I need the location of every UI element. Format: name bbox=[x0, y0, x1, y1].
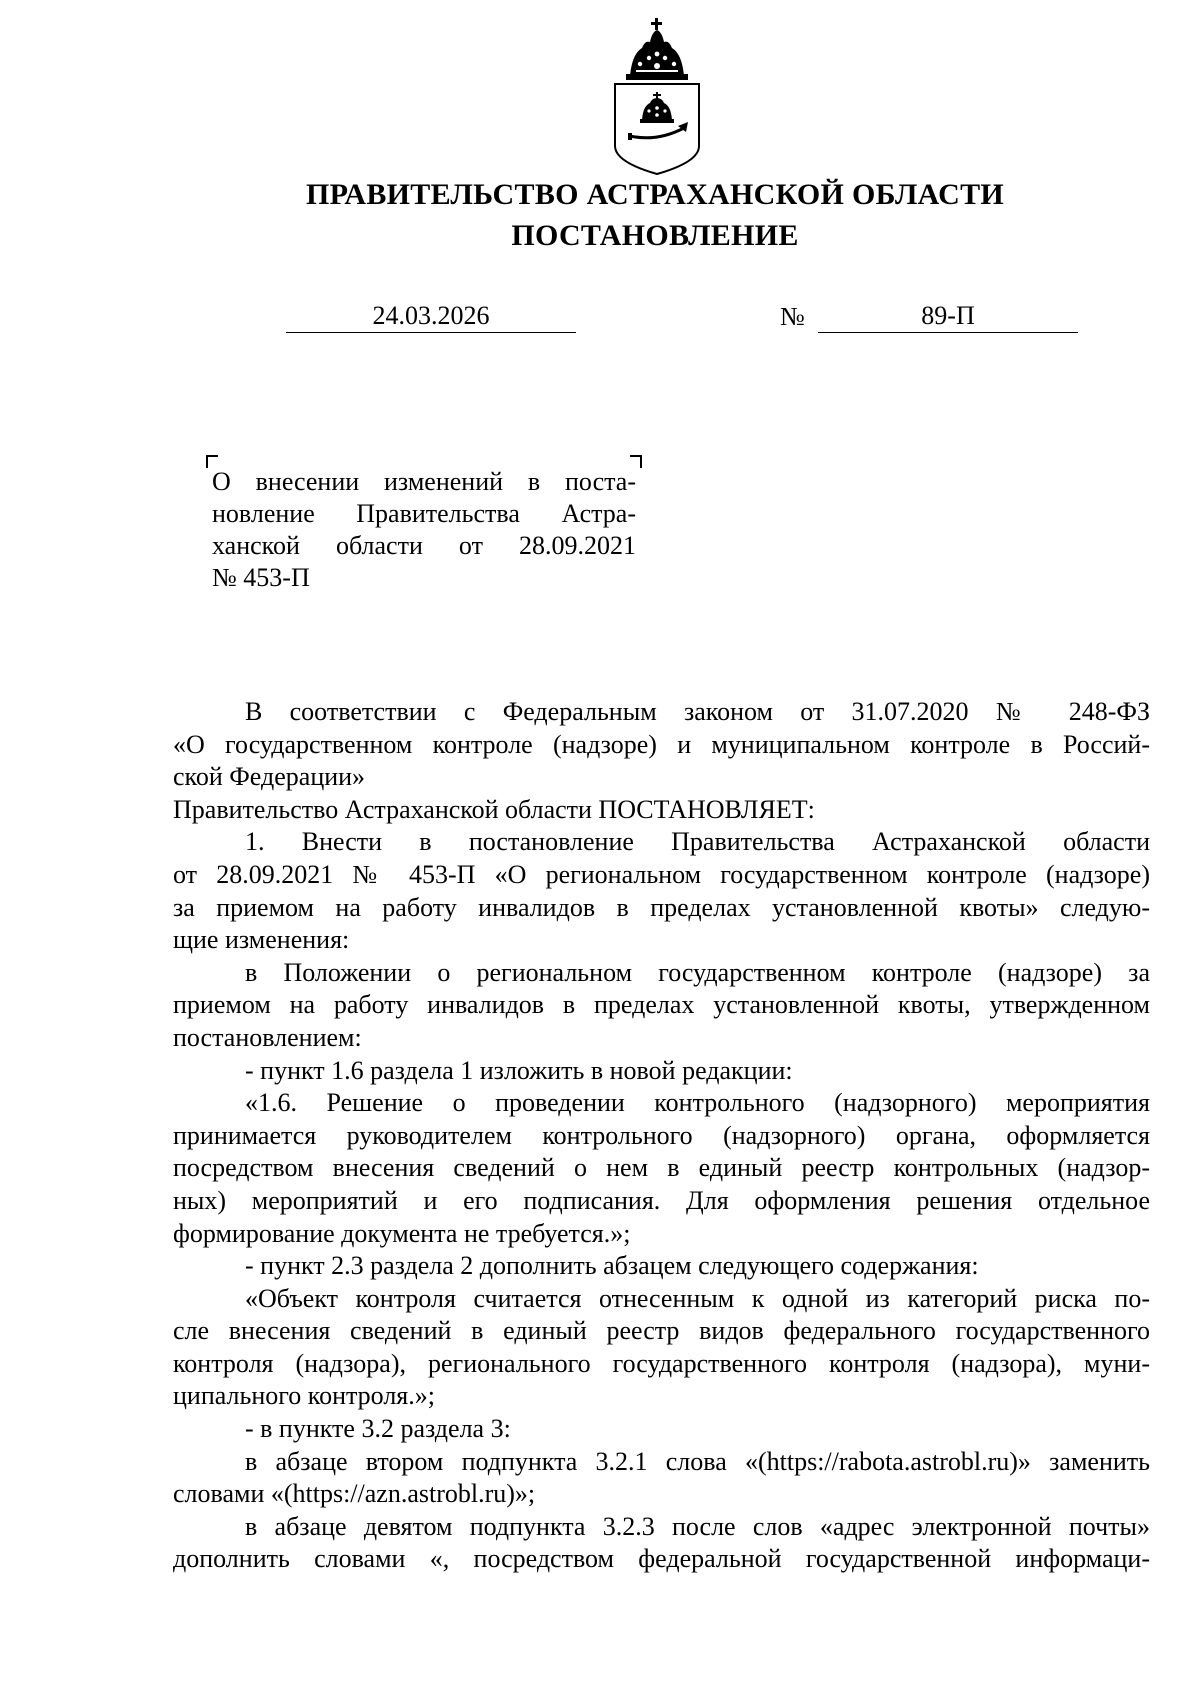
document-date: 24.03.2026 bbox=[286, 300, 576, 333]
coat-of-arms-icon bbox=[612, 18, 702, 176]
subject-line: О внесении изменений в поста- bbox=[212, 467, 636, 496]
body-line: ской Федерации» bbox=[173, 762, 366, 792]
body-line: дополнить словами «, посредством федеральной государственной информаци- bbox=[173, 1544, 1150, 1574]
body-line: в абзаце втором подпункта 3.2.1 слова «(https://rabota.astrobl.ru)» заменить bbox=[245, 1446, 1150, 1476]
body-line: В соответствии с Федеральным законом от 31.07.2020 № 248-ФЗ bbox=[245, 697, 1150, 726]
document-type: ПОСТАНОВЛЕНИЕ bbox=[511, 219, 799, 252]
organization-title: ПРАВИТЕЛЬСТВО АСТРАХАНСКОЙ ОБЛАСТИ bbox=[305, 178, 1005, 211]
body-line: формирование документа не требуется.»; bbox=[173, 1218, 631, 1248]
body-line: - в пункте 3.2 раздела 3: bbox=[245, 1414, 511, 1444]
subject-line: новление Правительства Астра- bbox=[212, 499, 636, 528]
body-line: контроля (надзора), регионального государственного контроля (надзора), муни- bbox=[173, 1348, 1150, 1378]
body-line: за приемом на работу инвалидов в пределах установленной квоты» следую- bbox=[173, 892, 1150, 922]
body-line: посредством внесения сведений о нем в единый реестр контрольных (надзор- bbox=[173, 1153, 1150, 1183]
body-line: «1.6. Решение о проведении контрольного (надзорного) мероприятия bbox=[245, 1088, 1150, 1118]
body-line: постановлением: bbox=[173, 1022, 362, 1052]
number-sign: № bbox=[780, 302, 805, 331]
body-line: словами «(https://azn.astrobl.ru)»; bbox=[173, 1479, 536, 1509]
document-subject bbox=[212, 466, 636, 594]
body-line: - пункт 2.3 раздела 2 дополнить абзацем следующего содержания: bbox=[245, 1251, 979, 1281]
body-line: сле внесения сведений в единый реестр видов федерального государственного bbox=[173, 1316, 1150, 1346]
body-line: приемом на работу инвалидов в пределах установленной квоты, утвержденном bbox=[173, 990, 1150, 1020]
body-line: принимается руководителем контрольного (надзорного) органа, оформляется bbox=[173, 1120, 1150, 1150]
body-line: «О государственном контроле (надзоре) и муниципальном контроле в Россий- bbox=[173, 729, 1150, 759]
document-body bbox=[173, 696, 1150, 1576]
body-line: ципального контроля.»; bbox=[173, 1381, 435, 1411]
body-line: - пункт 1.6 раздела 1 изложить в новой редакции: bbox=[245, 1055, 793, 1085]
document-number: 89-П bbox=[818, 300, 1078, 333]
body-line: ных) мероприятий и его подписания. Для оформления решения отдельное bbox=[173, 1185, 1150, 1215]
body-line: в абзаце девятом подпункта 3.2.3 после слов «адрес электронной почты» bbox=[245, 1511, 1150, 1541]
body-line: Правительство Астраханской области ПОСТАНОВЛЯЕТ: bbox=[173, 794, 815, 824]
body-line: от 28.09.2021 № 453-П «О региональном государственном контроле (надзоре) bbox=[173, 859, 1150, 889]
body-line: в Положении о региональном государственном контроле (надзоре) за bbox=[245, 957, 1150, 987]
body-line: 1. Внести в постановление Правительства Астраханской области bbox=[245, 827, 1150, 857]
subject-line: № 453-П bbox=[212, 563, 310, 592]
body-line: «Объект контроля считается отнесенным к одной из категорий риска по- bbox=[245, 1283, 1150, 1313]
body-line: щие изменения: bbox=[173, 925, 350, 955]
subject-line: ханской области от 28.09.2021 bbox=[212, 531, 636, 560]
